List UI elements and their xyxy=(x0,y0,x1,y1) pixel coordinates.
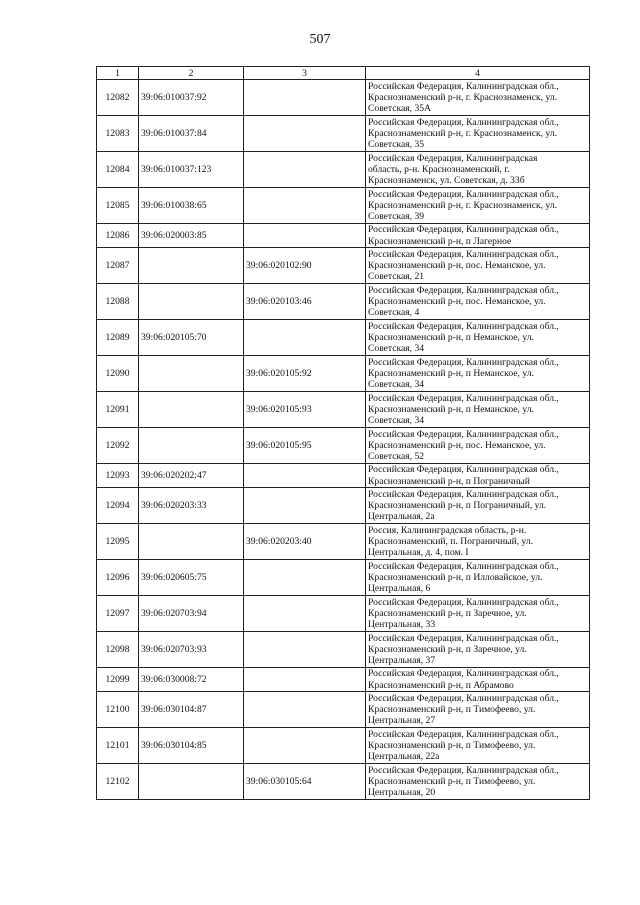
address-line: Советская, 4 xyxy=(368,307,420,319)
address-cell xyxy=(366,284,590,320)
address-line: Краснознаменский р-н, п Лагерное xyxy=(368,235,512,247)
address-line: Российская Федерация, Калининградская обл., xyxy=(368,464,559,476)
header-col-3: 3 xyxy=(244,67,366,80)
address-line: Советская, 21 xyxy=(368,271,425,283)
cadastral-number-alt-cell: 39:06:020203:40 xyxy=(244,524,366,560)
address-line: Центральная, 20 xyxy=(368,787,436,799)
cadastral-number-alt-cell xyxy=(244,668,366,692)
row-number-cell: 12083 xyxy=(97,116,139,152)
address-cell xyxy=(366,488,590,524)
address-cell xyxy=(366,392,590,428)
cadastral-number-cell: 39:06:030104:85 xyxy=(139,728,244,764)
address-line: Краснознаменский р-н, п Илловайское, ул. xyxy=(368,571,543,583)
cadastral-number-cell: 39:06:020703:94 xyxy=(139,596,244,632)
row-number-cell: 12089 xyxy=(97,320,139,356)
address-line: Центральная, 2а xyxy=(368,511,435,523)
row-number-cell: 12093 xyxy=(97,464,139,488)
row-number-cell: 12090 xyxy=(97,356,139,392)
address-line: Краснознаменский р-н, п Тимофеево, ул. xyxy=(368,775,536,787)
address-cell xyxy=(366,248,590,284)
address-line: Советская, 34 xyxy=(368,343,425,355)
address-cell xyxy=(366,80,590,116)
table-row xyxy=(97,596,590,632)
table-row xyxy=(97,668,590,692)
table-row xyxy=(97,248,590,284)
cadastral-number-cell xyxy=(139,248,244,284)
cadastral-number-alt-cell: 39:06:020103:46 xyxy=(244,284,366,320)
address-cell xyxy=(366,632,590,668)
address-line: область, р-н. Краснознаменский, г. xyxy=(368,163,510,175)
address-cell xyxy=(366,596,590,632)
cadastral-number-alt-cell: 39:06:020105:95 xyxy=(244,428,366,464)
row-number-cell: 12102 xyxy=(97,764,139,800)
row-number-cell: 12101 xyxy=(97,728,139,764)
address-line: Россия, Калининградская область, р-н. xyxy=(368,524,527,536)
address-cell xyxy=(366,764,590,800)
address-line: Российская Федерация, Калининградская обл., xyxy=(368,764,559,776)
cadastral-number-alt-cell xyxy=(244,464,366,488)
cadastral-number-cell xyxy=(139,356,244,392)
address-cell xyxy=(366,464,590,488)
row-number-cell: 12091 xyxy=(97,392,139,428)
table-row xyxy=(97,560,590,596)
table-row xyxy=(97,464,590,488)
cadastral-number-cell xyxy=(139,428,244,464)
address-line: Российская Федерация, Калининградская обл., xyxy=(368,320,559,332)
cadastral-number-cell: 39:06:010037:92 xyxy=(139,80,244,116)
cadastral-number-alt-cell xyxy=(244,224,366,248)
address-cell xyxy=(366,356,590,392)
address-line: Краснознаменский р-н, п Неманское, ул. xyxy=(368,367,534,379)
cadastral-number-alt-cell: 39:06:020102:90 xyxy=(244,248,366,284)
address-line: Краснознаменский р-н, п Тимофеево, ул. xyxy=(368,739,536,751)
cadastral-number-alt-cell: 39:06:030105:64 xyxy=(244,764,366,800)
address-line: Краснознаменский р-н, пос. Неманское, ул. xyxy=(368,259,546,271)
cadastral-number-cell: 39:06:010038:65 xyxy=(139,188,244,224)
row-number-cell: 12092 xyxy=(97,428,139,464)
row-number-cell: 12100 xyxy=(97,692,139,728)
cadastral-number-alt-cell xyxy=(244,488,366,524)
table-row xyxy=(97,284,590,320)
row-number-cell: 12094 xyxy=(97,488,139,524)
header-col-1: 1 xyxy=(97,67,139,80)
cadastral-number-alt-cell xyxy=(244,560,366,596)
cadastral-number-cell: 39:06:020203:33 xyxy=(139,488,244,524)
cadastral-number-cell: 39:06:020703:93 xyxy=(139,632,244,668)
cadastral-number-cell xyxy=(139,764,244,800)
address-cell xyxy=(366,428,590,464)
address-line: Краснознаменск, ул. Советская, д. 33б xyxy=(368,175,525,187)
cadastral-number-alt-cell xyxy=(244,692,366,728)
address-line: Краснознаменский р-н, п Заречное, ул. xyxy=(368,643,527,655)
row-number-cell: 12082 xyxy=(97,80,139,116)
address-line: Российская Федерация, Калининградская обл., xyxy=(368,284,559,296)
address-cell xyxy=(366,116,590,152)
row-number-cell: 12098 xyxy=(97,632,139,668)
address-line: Центральная, 27 xyxy=(368,715,436,727)
address-line: Российская Федерация, Калининградская обл., xyxy=(368,692,559,704)
address-line: Российская Федерация, Калининградская обл., xyxy=(368,632,559,644)
cadastral-number-cell xyxy=(139,284,244,320)
address-line: Советская, 35 xyxy=(368,139,425,151)
address-line: Советская, 35А xyxy=(368,103,432,115)
cadastral-number-alt-cell: 39:06:020105:93 xyxy=(244,392,366,428)
table-row xyxy=(97,632,590,668)
row-number-cell: 12084 xyxy=(97,152,139,188)
address-line: Краснознаменский, п. Пограничный, ул. xyxy=(368,535,534,547)
address-cell xyxy=(366,524,590,560)
cadastral-number-cell: 39:06:030104:87 xyxy=(139,692,244,728)
address-cell xyxy=(366,320,590,356)
table-row xyxy=(97,80,590,116)
page-number: 507 xyxy=(309,32,331,47)
row-number-cell: 12097 xyxy=(97,596,139,632)
address-line: Российская Федерация, Калининградская обл., xyxy=(368,248,559,260)
row-number-cell: 12085 xyxy=(97,188,139,224)
cadastral-number-cell xyxy=(139,524,244,560)
address-cell xyxy=(366,188,590,224)
row-number-cell: 12087 xyxy=(97,248,139,284)
address-line: Краснознаменский р-н, п Пограничный xyxy=(368,475,530,487)
table-row xyxy=(97,320,590,356)
row-number-cell: 12099 xyxy=(97,668,139,692)
table-row xyxy=(97,152,590,188)
cadastral-number-cell: 39:06:020202:47 xyxy=(139,464,244,488)
address-cell xyxy=(366,152,590,188)
address-line: Советская, 34 xyxy=(368,379,425,391)
address-line: Краснознаменский р-н, г. Краснознаменск, ул. xyxy=(368,199,558,211)
table-row xyxy=(97,224,590,248)
table-row xyxy=(97,728,590,764)
address-line: Российская Федерация, Калининградская обл., xyxy=(368,668,559,680)
table-row xyxy=(97,356,590,392)
cadastral-number-alt-cell: 39:06:020105:92 xyxy=(244,356,366,392)
address-line: Центральная, д. 4, пом. I xyxy=(368,547,469,559)
table-row xyxy=(97,488,590,524)
address-cell xyxy=(366,560,590,596)
address-line: Российская Федерация, Калининградская обл., xyxy=(368,188,559,200)
address-line: Краснознаменский р-н, г. Краснознаменск, ул. xyxy=(368,91,558,103)
cadastral-number-cell: 39:06:020105:70 xyxy=(139,320,244,356)
address-line: Российская Федерация, Калининградская обл., xyxy=(368,596,559,608)
cadastral-number-alt-cell xyxy=(244,80,366,116)
address-line: Российская Федерация, Калининградская обл., xyxy=(368,488,559,500)
cadastral-number-cell: 39:06:010037:123 xyxy=(139,152,244,188)
address-cell xyxy=(366,668,590,692)
cadastral-number-alt-cell xyxy=(244,632,366,668)
table-body xyxy=(97,80,590,800)
address-line: Краснознаменский р-н, п Заречное, ул. xyxy=(368,607,527,619)
row-number-cell: 12095 xyxy=(97,524,139,560)
table-row xyxy=(97,188,590,224)
address-line: Центральная, 33 xyxy=(368,619,436,631)
address-cell xyxy=(366,728,590,764)
address-line: Центральная, 6 xyxy=(368,583,431,595)
header-col-4: 4 xyxy=(366,67,590,80)
address-line: Российская Федерация, Калининградская обл., xyxy=(368,356,559,368)
address-cell xyxy=(366,692,590,728)
table-row xyxy=(97,692,590,728)
header-col-2: 2 xyxy=(139,67,244,80)
row-number-cell: 12086 xyxy=(97,224,139,248)
cadastral-number-alt-cell xyxy=(244,728,366,764)
table-row xyxy=(97,392,590,428)
table-header xyxy=(97,67,590,80)
cadastral-number-cell xyxy=(139,392,244,428)
address-line: Краснознаменский р-н, пос. Неманское, ул. xyxy=(368,295,546,307)
address-cell xyxy=(366,224,590,248)
address-line: Российская Федерация, Калининградская обл., xyxy=(368,560,559,572)
cadastral-number-alt-cell xyxy=(244,320,366,356)
address-line: Центральная, 22а xyxy=(368,751,440,763)
address-line: Краснознаменский р-н, г. Краснознаменск, ул. xyxy=(368,127,558,139)
cadastral-number-cell: 39:06:030008:72 xyxy=(139,668,244,692)
address-line: Краснознаменский р-н, п Неманское, ул. xyxy=(368,403,534,415)
table-row xyxy=(97,428,590,464)
cadastral-number-cell: 39:06:010037:84 xyxy=(139,116,244,152)
registry-table xyxy=(96,66,590,800)
address-line: Центральная, 37 xyxy=(368,655,436,667)
cadastral-number-alt-cell xyxy=(244,152,366,188)
address-line: Российская Федерация, Калининградская обл., xyxy=(368,116,559,128)
header-row xyxy=(97,67,590,80)
address-line: Советская, 39 xyxy=(368,211,425,223)
address-line: Российская Федерация, Калининградская обл., xyxy=(368,80,559,92)
address-line: Советская, 34 xyxy=(368,415,425,427)
table-row xyxy=(97,116,590,152)
cadastral-number-cell: 39:06:020003:85 xyxy=(139,224,244,248)
cadastral-number-alt-cell xyxy=(244,596,366,632)
row-number-cell: 12096 xyxy=(97,560,139,596)
address-line: Советская, 52 xyxy=(368,451,425,463)
address-line: Краснознаменский р-н, п Тимофеево, ул. xyxy=(368,703,536,715)
table-row xyxy=(97,764,590,800)
cadastral-number-alt-cell xyxy=(244,116,366,152)
table-row xyxy=(97,524,590,560)
address-line: Российская Федерация, Калининградская обл., xyxy=(368,392,559,404)
address-line: Краснознаменский р-н, п Абрамово xyxy=(368,679,514,691)
address-line: Российская Федерация, Калининградская обл., xyxy=(368,224,559,236)
cadastral-number-cell: 39:06:020605:75 xyxy=(139,560,244,596)
address-line: Краснознаменский р-н, п Пограничный, ул. xyxy=(368,499,547,511)
address-line: Краснознаменский р-н, пос. Неманское, ул. xyxy=(368,439,546,451)
address-line: Российская Федерация, Калининградская xyxy=(368,152,538,164)
address-line: Российская Федерация, Калининградская обл., xyxy=(368,428,559,440)
row-number-cell: 12088 xyxy=(97,284,139,320)
address-line: Краснознаменский р-н, п Неманское, ул. xyxy=(368,331,534,343)
address-line: Российская Федерация, Калининградская обл., xyxy=(368,728,559,740)
cadastral-number-alt-cell xyxy=(244,188,366,224)
